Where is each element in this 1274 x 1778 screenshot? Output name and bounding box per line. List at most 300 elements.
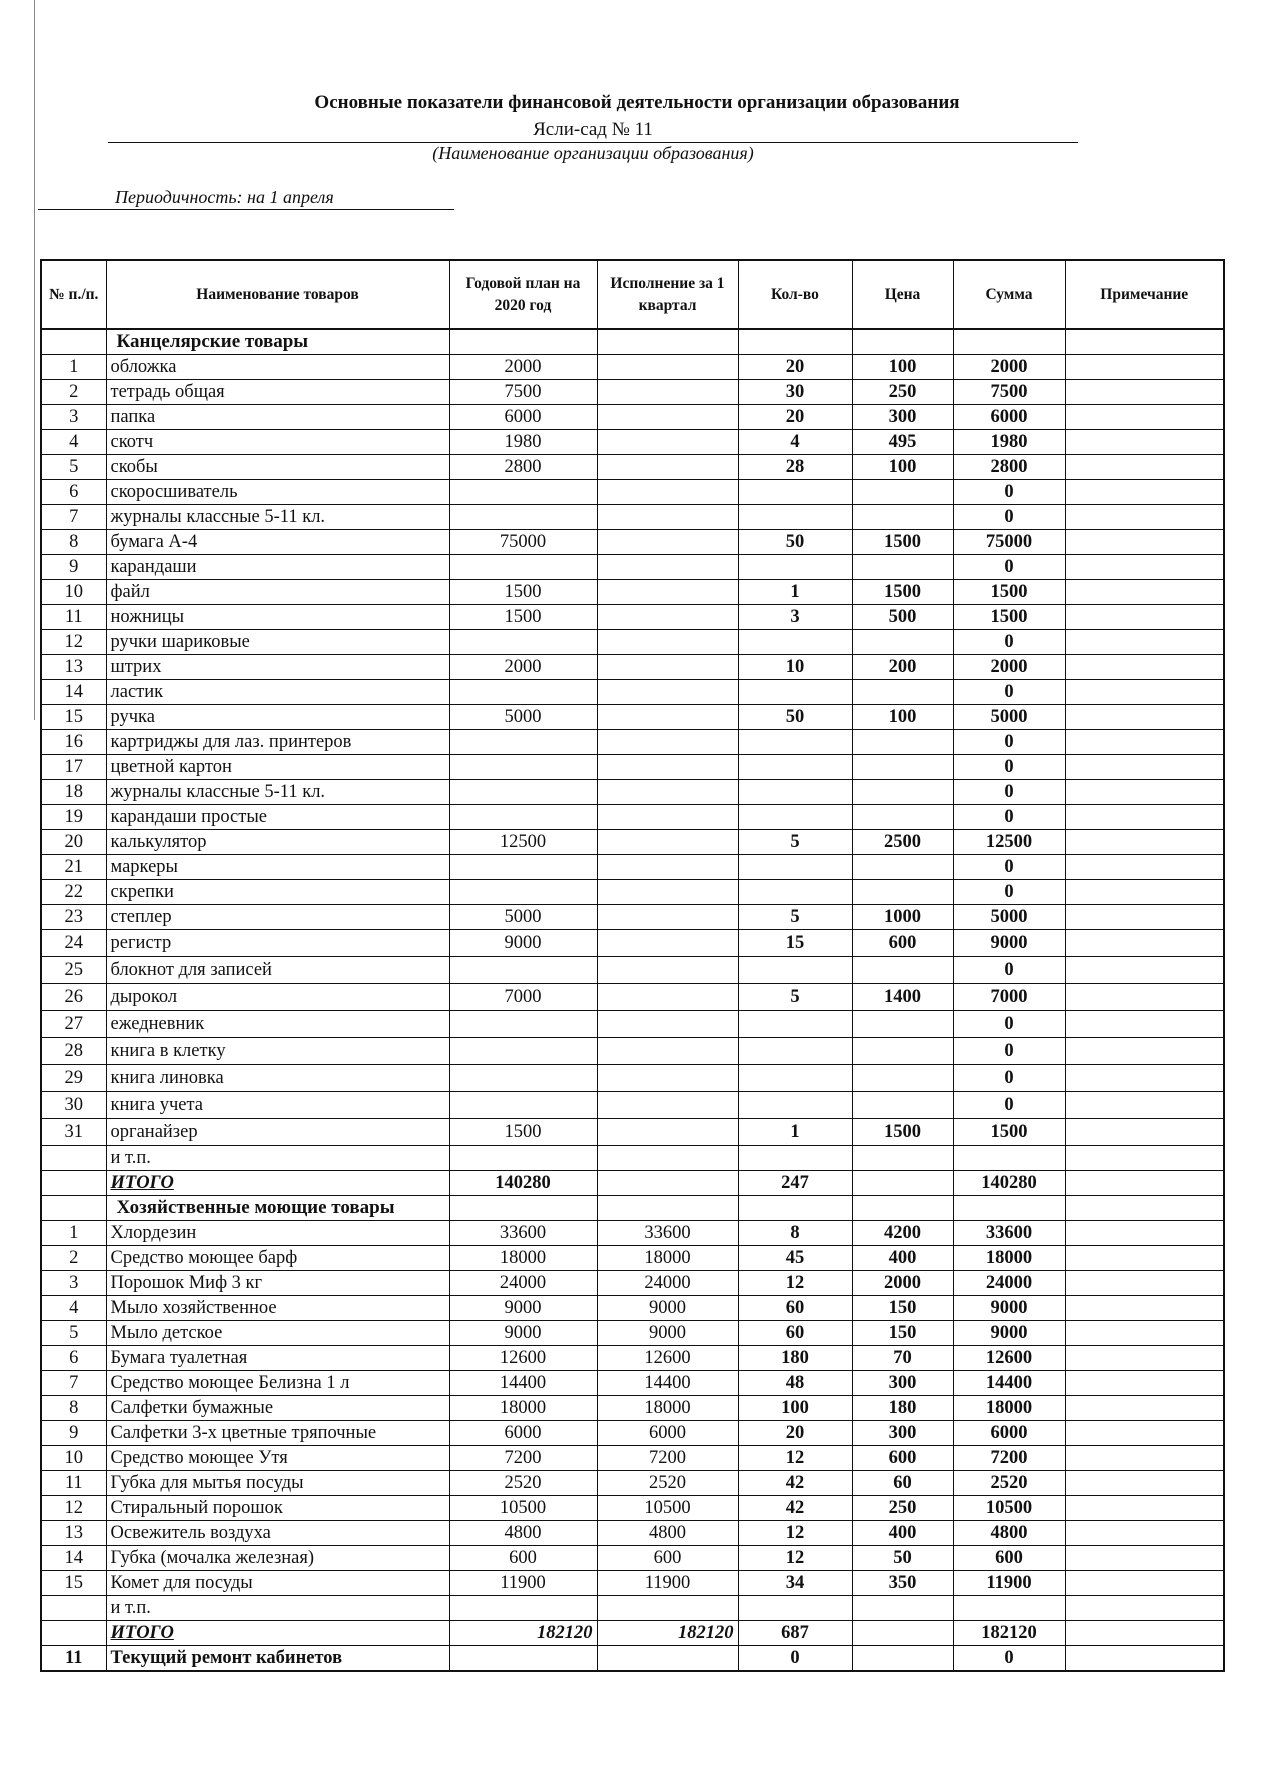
- row-number: 29: [41, 1065, 106, 1092]
- empty-cell: [597, 1196, 738, 1221]
- execution-value: 33600: [597, 1221, 738, 1246]
- quantity-value: 5: [738, 830, 852, 855]
- sum-value: 0: [953, 957, 1065, 984]
- row-number: 6: [41, 480, 106, 505]
- execution-value: [597, 380, 738, 405]
- note-cell: [1065, 984, 1224, 1011]
- price-value: 350: [852, 1571, 953, 1596]
- execution-value: [597, 957, 738, 984]
- table-row: [41, 630, 1224, 655]
- item-name: Стиральный порошок: [106, 1496, 449, 1521]
- item-name: Губка для мытья посуды: [106, 1471, 449, 1496]
- item-name: ножницы: [106, 605, 449, 630]
- annual-plan-value: 10500: [449, 1496, 597, 1521]
- annual-plan-value: [449, 1065, 597, 1092]
- sum-value: 0: [953, 480, 1065, 505]
- empty-cell: [738, 1596, 852, 1621]
- price-value: 250: [852, 380, 953, 405]
- row-number: 7: [41, 1371, 106, 1396]
- item-name: Хлордезин: [106, 1221, 449, 1246]
- sum-value: 0: [953, 1038, 1065, 1065]
- empty-cell: [852, 329, 953, 355]
- total-plan: 182120: [449, 1621, 597, 1646]
- annual-plan-value: [449, 630, 597, 655]
- note-cell: [1065, 1092, 1224, 1119]
- goods-table: [40, 259, 1225, 1672]
- table-row: [41, 580, 1224, 605]
- quantity-value: [738, 755, 852, 780]
- total-sum: 140280: [953, 1171, 1065, 1196]
- row-number: 5: [41, 455, 106, 480]
- repair-row: [41, 1646, 1224, 1672]
- item-name: картриджы для лаз. принтеров: [106, 730, 449, 755]
- quantity-value: [738, 1011, 852, 1038]
- item-name: степлер: [106, 905, 449, 930]
- row-number: 10: [41, 580, 106, 605]
- execution-value: 9000: [597, 1296, 738, 1321]
- organization-caption: (Наименование организации образования): [432, 143, 754, 163]
- annual-plan-value: 2520: [449, 1471, 597, 1496]
- price-value: 150: [852, 1321, 953, 1346]
- total-plan: 140280: [449, 1171, 597, 1196]
- col-header-name: Наименование товаров: [106, 260, 449, 329]
- row-number: 4: [41, 430, 106, 455]
- quantity-value: 10: [738, 655, 852, 680]
- sum-value: 1500: [953, 580, 1065, 605]
- table-body: [41, 329, 1224, 1671]
- table-row: [41, 555, 1224, 580]
- row-number: 9: [41, 555, 106, 580]
- item-name: Мыло детское: [106, 1321, 449, 1346]
- sum-value: 33600: [953, 1221, 1065, 1246]
- execution-value: [597, 1119, 738, 1146]
- row-number: 18: [41, 780, 106, 805]
- execution-value: [597, 580, 738, 605]
- empty-cell: [1065, 1596, 1224, 1621]
- empty-cell: [738, 329, 852, 355]
- empty-cell: [41, 1621, 106, 1646]
- execution-value: 9000: [597, 1321, 738, 1346]
- price-value: 500: [852, 605, 953, 630]
- price-value: [852, 755, 953, 780]
- quantity-value: 4: [738, 430, 852, 455]
- annual-plan-value: 6000: [449, 405, 597, 430]
- row-number: 14: [41, 1546, 106, 1571]
- note-cell: [1065, 1471, 1224, 1496]
- note-cell: [1065, 655, 1224, 680]
- item-name: калькулятор: [106, 830, 449, 855]
- sum-value: 0: [953, 630, 1065, 655]
- table-row: [41, 680, 1224, 705]
- annual-plan-value: 1980: [449, 430, 597, 455]
- row-number: 26: [41, 984, 106, 1011]
- empty-cell: [449, 1196, 597, 1221]
- execution-value: [597, 555, 738, 580]
- note-cell: [1065, 1521, 1224, 1546]
- quantity-value: 8: [738, 1221, 852, 1246]
- annual-plan-value: 33600: [449, 1221, 597, 1246]
- periodicity-text: Периодичность: на 1 апреля: [115, 187, 334, 207]
- note-cell: [1065, 830, 1224, 855]
- price-value: [852, 957, 953, 984]
- sum-value: 1500: [953, 1119, 1065, 1146]
- row-number: 19: [41, 805, 106, 830]
- sum-value: 7200: [953, 1446, 1065, 1471]
- execution-value: 10500: [597, 1496, 738, 1521]
- sum-value: 2000: [953, 655, 1065, 680]
- quantity-value: 180: [738, 1346, 852, 1371]
- table-row: [41, 1371, 1224, 1396]
- quantity-value: [738, 780, 852, 805]
- table-row: [41, 430, 1224, 455]
- execution-value: 18000: [597, 1396, 738, 1421]
- row-number: 4: [41, 1296, 106, 1321]
- etc-label: и т.п.: [106, 1146, 449, 1171]
- total-price: [852, 1621, 953, 1646]
- table-row: [41, 480, 1224, 505]
- row-number: 10: [41, 1446, 106, 1471]
- price-value: [852, 855, 953, 880]
- table-row: [41, 705, 1224, 730]
- row-number: 21: [41, 855, 106, 880]
- price-value: [852, 780, 953, 805]
- execution-value: [597, 880, 738, 905]
- quantity-value: [738, 1092, 852, 1119]
- empty-cell: [1065, 1196, 1224, 1221]
- price-value: [852, 630, 953, 655]
- quantity-value: 20: [738, 405, 852, 430]
- quantity-value: 0: [738, 1646, 852, 1672]
- table-row: [41, 805, 1224, 830]
- item-name: скоросшиватель: [106, 480, 449, 505]
- quantity-value: [738, 730, 852, 755]
- table-row: [41, 455, 1224, 480]
- quantity-value: [738, 505, 852, 530]
- sum-value: 2520: [953, 1471, 1065, 1496]
- total-row: [41, 1621, 1224, 1646]
- total-price: [852, 1171, 953, 1196]
- table-row: [41, 730, 1224, 755]
- annual-plan-value: 14400: [449, 1371, 597, 1396]
- sum-value: 6000: [953, 1421, 1065, 1446]
- note-cell: [1065, 630, 1224, 655]
- annual-plan-value: 2800: [449, 455, 597, 480]
- row-number: 1: [41, 355, 106, 380]
- execution-value: [597, 1065, 738, 1092]
- item-name: книга в клетку: [106, 1038, 449, 1065]
- note-cell: [1065, 755, 1224, 780]
- quantity-value: 30: [738, 380, 852, 405]
- execution-value: 2520: [597, 1471, 738, 1496]
- item-name: регистр: [106, 930, 449, 957]
- execution-value: [597, 855, 738, 880]
- item-name: журналы классные 5-11 кл.: [106, 505, 449, 530]
- quantity-value: [738, 630, 852, 655]
- annual-plan-value: [449, 555, 597, 580]
- sum-value: 0: [953, 1011, 1065, 1038]
- table-row: [41, 1038, 1224, 1065]
- empty-cell: [449, 1146, 597, 1171]
- price-value: 60: [852, 1471, 953, 1496]
- sum-value: 0: [953, 555, 1065, 580]
- sum-value: 12600: [953, 1346, 1065, 1371]
- sum-value: 0: [953, 780, 1065, 805]
- item-name: Комет для посуды: [106, 1571, 449, 1596]
- quantity-value: 12: [738, 1546, 852, 1571]
- empty-cell: [597, 1646, 738, 1672]
- annual-plan-value: [449, 755, 597, 780]
- table-row: [41, 1396, 1224, 1421]
- annual-plan-value: 24000: [449, 1271, 597, 1296]
- item-name: скобы: [106, 455, 449, 480]
- price-value: 150: [852, 1296, 953, 1321]
- table-row: [41, 1246, 1224, 1271]
- row-number: 17: [41, 755, 106, 780]
- price-value: 70: [852, 1346, 953, 1371]
- quantity-value: 5: [738, 984, 852, 1011]
- quantity-value: [738, 480, 852, 505]
- annual-plan-value: 1500: [449, 1119, 597, 1146]
- sum-value: 0: [953, 880, 1065, 905]
- section-header-row: [41, 1196, 1224, 1221]
- row-number: 30: [41, 1092, 106, 1119]
- annual-plan-value: 5000: [449, 905, 597, 930]
- table-row: [41, 655, 1224, 680]
- table-row: [41, 380, 1224, 405]
- item-name: карандаши: [106, 555, 449, 580]
- table-row: [41, 530, 1224, 555]
- price-value: [852, 805, 953, 830]
- quantity-value: 60: [738, 1321, 852, 1346]
- quantity-value: 12: [738, 1446, 852, 1471]
- annual-plan-value: 4800: [449, 1521, 597, 1546]
- item-name: ручки шариковые: [106, 630, 449, 655]
- quantity-value: 50: [738, 705, 852, 730]
- item-name: ежедневник: [106, 1011, 449, 1038]
- item-name: тетрадь общая: [106, 380, 449, 405]
- quantity-value: 45: [738, 1246, 852, 1271]
- annual-plan-value: [449, 1092, 597, 1119]
- empty-cell: [1065, 329, 1224, 355]
- item-name: Салфетки бумажные: [106, 1396, 449, 1421]
- sum-value: 5000: [953, 705, 1065, 730]
- empty-cell: [41, 1171, 106, 1196]
- note-cell: [1065, 1421, 1224, 1446]
- row-number: 13: [41, 1521, 106, 1546]
- note-cell: [1065, 1646, 1224, 1672]
- annual-plan-value: [449, 1038, 597, 1065]
- table-row: [41, 984, 1224, 1011]
- table-row: [41, 1321, 1224, 1346]
- annual-plan-value: [449, 730, 597, 755]
- annual-plan-value: 75000: [449, 530, 597, 555]
- execution-value: [597, 830, 738, 855]
- row-number: 3: [41, 405, 106, 430]
- note-cell: [1065, 1171, 1224, 1196]
- item-name: Текущий ремонт кабинетов: [106, 1646, 449, 1672]
- note-cell: [1065, 957, 1224, 984]
- price-value: 400: [852, 1246, 953, 1271]
- empty-cell: [449, 1646, 597, 1672]
- price-value: 250: [852, 1496, 953, 1521]
- quantity-value: 1: [738, 580, 852, 605]
- price-value: 400: [852, 1521, 953, 1546]
- empty-cell: [852, 1146, 953, 1171]
- item-name: Освежитель воздуха: [106, 1521, 449, 1546]
- execution-value: [597, 480, 738, 505]
- empty-cell: [953, 1196, 1065, 1221]
- row-number: 11: [41, 605, 106, 630]
- annual-plan-value: 18000: [449, 1396, 597, 1421]
- table-row: [41, 755, 1224, 780]
- empty-cell: [953, 1146, 1065, 1171]
- table-row: [41, 880, 1224, 905]
- quantity-value: 42: [738, 1471, 852, 1496]
- quantity-value: [738, 1065, 852, 1092]
- sum-value: 18000: [953, 1396, 1065, 1421]
- item-name: Средство моющее барф: [106, 1246, 449, 1271]
- execution-value: [597, 630, 738, 655]
- quantity-value: 3: [738, 605, 852, 630]
- table-row: [41, 1346, 1224, 1371]
- note-cell: [1065, 1011, 1224, 1038]
- sum-value: 6000: [953, 405, 1065, 430]
- execution-value: 4800: [597, 1521, 738, 1546]
- sum-value: 0: [953, 805, 1065, 830]
- row-number: 1: [41, 1221, 106, 1246]
- note-cell: [1065, 705, 1224, 730]
- table-row: [41, 1521, 1224, 1546]
- quantity-value: [738, 957, 852, 984]
- note-cell: [1065, 1296, 1224, 1321]
- execution-value: [597, 505, 738, 530]
- quantity-value: [738, 555, 852, 580]
- etc-label: и т.п.: [106, 1596, 449, 1621]
- note-cell: [1065, 580, 1224, 605]
- quantity-value: 42: [738, 1496, 852, 1521]
- empty-cell: [41, 1146, 106, 1171]
- note-cell: [1065, 1496, 1224, 1521]
- execution-value: 11900: [597, 1571, 738, 1596]
- row-number: 8: [41, 1396, 106, 1421]
- row-number: 7: [41, 505, 106, 530]
- quantity-value: 100: [738, 1396, 852, 1421]
- price-value: 1400: [852, 984, 953, 1011]
- price-value: 600: [852, 1446, 953, 1471]
- annual-plan-value: 9000: [449, 1296, 597, 1321]
- execution-value: [597, 755, 738, 780]
- execution-value: [597, 655, 738, 680]
- col-header-exec: Исполнение за 1 квартал: [597, 260, 738, 329]
- empty-cell: [738, 1146, 852, 1171]
- price-value: 1500: [852, 580, 953, 605]
- sum-value: 24000: [953, 1271, 1065, 1296]
- note-cell: [1065, 680, 1224, 705]
- item-name: органайзер: [106, 1119, 449, 1146]
- quantity-value: 34: [738, 1571, 852, 1596]
- sum-value: 7000: [953, 984, 1065, 1011]
- annual-plan-value: [449, 957, 597, 984]
- col-header-plan: Годовой план на 2020 год: [449, 260, 597, 329]
- row-number: 9: [41, 1421, 106, 1446]
- empty-cell: [449, 329, 597, 355]
- sum-value: 2000: [953, 355, 1065, 380]
- row-number: 11: [41, 1471, 106, 1496]
- row-number: 12: [41, 630, 106, 655]
- execution-value: [597, 1011, 738, 1038]
- price-value: 2500: [852, 830, 953, 855]
- note-cell: [1065, 530, 1224, 555]
- table-row: [41, 780, 1224, 805]
- total-qty: 687: [738, 1621, 852, 1646]
- table-row: [41, 1496, 1224, 1521]
- execution-value: [597, 730, 738, 755]
- item-name: дырокол: [106, 984, 449, 1011]
- price-value: 4200: [852, 1221, 953, 1246]
- annual-plan-value: 600: [449, 1546, 597, 1571]
- price-value: 300: [852, 1421, 953, 1446]
- price-value: 200: [852, 655, 953, 680]
- row-number: 5: [41, 1321, 106, 1346]
- quantity-value: 20: [738, 1421, 852, 1446]
- row-number: 15: [41, 1571, 106, 1596]
- item-name: Порошок Миф 3 кг: [106, 1271, 449, 1296]
- empty-cell: [738, 1196, 852, 1221]
- col-header-price: Цена: [852, 260, 953, 329]
- quantity-value: [738, 1038, 852, 1065]
- note-cell: [1065, 605, 1224, 630]
- price-value: [852, 1065, 953, 1092]
- execution-value: [597, 905, 738, 930]
- execution-value: [597, 1092, 738, 1119]
- execution-value: [597, 705, 738, 730]
- col-header-note: Примечание: [1065, 260, 1224, 329]
- table-row: [41, 1011, 1224, 1038]
- table-row: [41, 1296, 1224, 1321]
- annual-plan-value: 18000: [449, 1246, 597, 1271]
- sum-value: 5000: [953, 905, 1065, 930]
- sum-value: 0: [953, 1092, 1065, 1119]
- execution-value: [597, 805, 738, 830]
- sum-value: 10500: [953, 1496, 1065, 1521]
- note-cell: [1065, 1271, 1224, 1296]
- sum-value: 9000: [953, 1296, 1065, 1321]
- table-row: [41, 1092, 1224, 1119]
- annual-plan-value: [449, 855, 597, 880]
- row-number: 2: [41, 1246, 106, 1271]
- row-number: 22: [41, 880, 106, 905]
- annual-plan-value: 9000: [449, 1321, 597, 1346]
- item-name: Мыло хозяйственное: [106, 1296, 449, 1321]
- table-row: [41, 855, 1224, 880]
- item-name: ручка: [106, 705, 449, 730]
- table-row: [41, 1065, 1224, 1092]
- annual-plan-value: [449, 680, 597, 705]
- document-title: Основные показатели финансовой деятельности организации образования: [314, 92, 960, 113]
- col-header-sum: Сумма: [953, 260, 1065, 329]
- execution-value: [597, 405, 738, 430]
- note-cell: [1065, 455, 1224, 480]
- quantity-value: 12: [738, 1271, 852, 1296]
- sum-value: 12500: [953, 830, 1065, 855]
- execution-value: [597, 780, 738, 805]
- annual-plan-value: [449, 480, 597, 505]
- section-title: Хозяйственные моющие товары: [106, 1196, 449, 1221]
- table-row: [41, 957, 1224, 984]
- table-row: [41, 1571, 1224, 1596]
- note-cell: [1065, 1346, 1224, 1371]
- quantity-value: [738, 855, 852, 880]
